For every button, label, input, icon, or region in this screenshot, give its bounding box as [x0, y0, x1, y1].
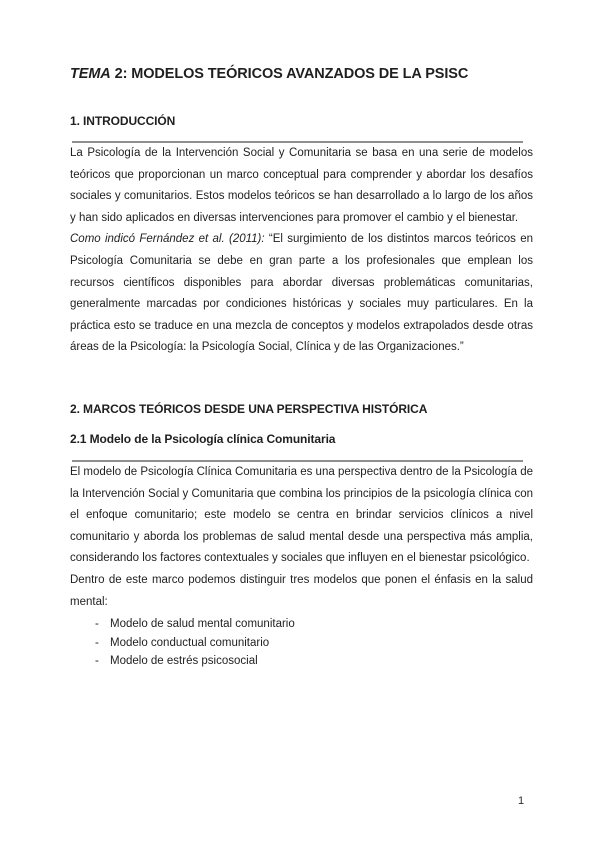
page-title-rest: 2: MODELOS TEÓRICOS AVANZADOS DE LA PSISC	[110, 66, 469, 82]
paragraph-introduccion: La Psicología de la Intervención Social y Comunitaria se basa en una serie de modelos teóricos que proporcionan un marco conceptual para comprender y abordar los desafíos sociales y comunitarios. Estos modelos teóricos se han desarrollado a lo largo de los años y han sido aplicados en diversas intervenciones para promover el cambio y el bienestar.	[70, 147, 533, 224]
paragraph-modelo-clinica: El modelo de Psicología Clínica Comunitaria es una perspectiva dentro de la Psicología de la Intervención Social y Comunitaria que combina los principios de la psicología clínica con el enfoque comunitario; este modelo se centra en brindar servicios clínicos a nivel comunitario y aborda los problemas de salud mental desde una perspectiva más amplia, considerando los factores contextuales y sociales que influyen en el bienestar psicológico.	[70, 465, 533, 565]
list-item	[70, 615, 533, 634]
paragraph-quote	[70, 229, 533, 359]
list-item	[70, 652, 533, 671]
quote-attribution: Como indicó Fernández et al. (2011):	[70, 233, 269, 246]
list-item-label: Modelo conductual comunitario	[110, 636, 270, 649]
list-item	[70, 634, 533, 653]
subsection-heading-modelo-clinica: 2.1 Modelo de la Psicología clínica Comunitaria	[70, 431, 336, 446]
quote-text: “El surgimiento de los distintos marcos teóricos en Psicología Comunitaria se debe en gran parte a los profesionales que emplean los recursos científicos disponibles para abordar diversas problemáticas comunitarias, generalmente marcadas por condiciones históricas y sociales muy particulares. En la práctica esto se traduce en una mezcla de conceptos y modelos extrapolados desde otras áreas de la Psicología: la Psicología Social, Clínica y de las Organizaciones.”	[70, 233, 533, 354]
section-heading-introduccion: 1. INTRODUCCIÓN	[70, 114, 176, 128]
bullet-dash: -	[95, 618, 99, 631]
model-list	[70, 615, 533, 671]
list-item-label: Modelo de salud mental comunitario	[110, 618, 295, 631]
page-number: 1	[518, 795, 525, 807]
section-heading-marcos-teoricos: 2. MARCOS TEÓRICOS DESDE UNA PERSPECTIVA HISTÓRICA	[70, 401, 428, 416]
page-title	[70, 66, 533, 83]
page-title-prefix: TEMA	[70, 66, 111, 82]
bullet-dash: -	[95, 636, 99, 649]
bullet-dash: -	[95, 655, 99, 668]
list-item-label: Modelo de estrés psicosocial	[110, 655, 258, 668]
paragraph-tres-modelos: Dentro de este marco podemos distinguir tres modelos que ponen el énfasis en la salud mental:	[70, 573, 533, 608]
